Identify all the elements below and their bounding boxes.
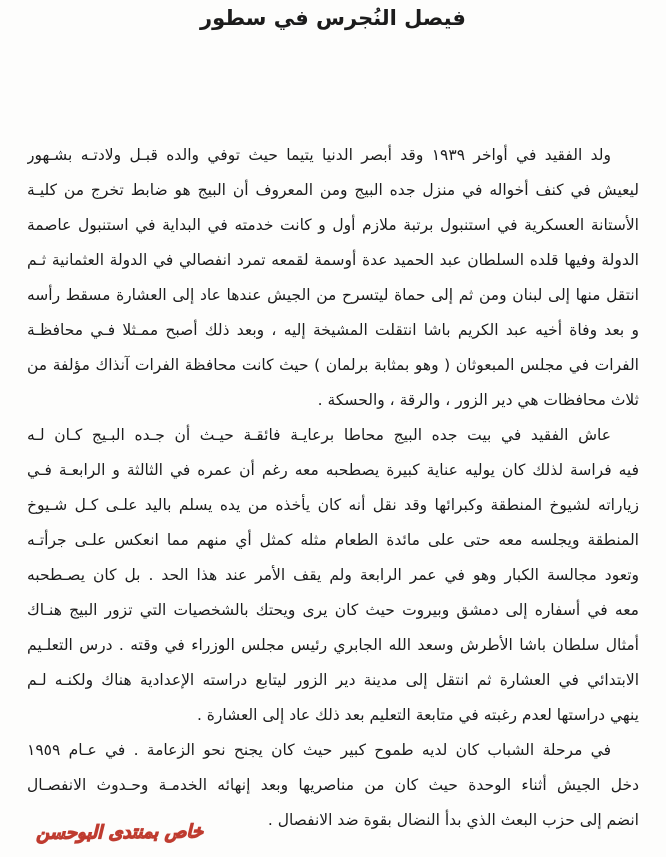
text-line: الأستانة العسكرية في استنبول برتبة ملازم أول و كانت خدمته في البداية في استنبول عاصمة [27,216,639,234]
text-line: انتقل منها إلى لبنان ومن ثم إلى حماة ليتسرح من الجيش عندها عاد إلى العشارة مسقط رأسه [27,286,639,304]
text-line: معه في أسفاره إلى دمشق وبيروت حيث كان يرى ويحتك بالشخصيات التي تزور البيج هنـاك [27,601,639,619]
text-line: ليعيش في كنف أخواله في منزل جده البيج ومن المعروف أن البيج هو ضابط تخرج من كليـة [27,181,639,199]
document-body [27,138,639,838]
text-line: أمثال سلطان باشا الأطرش وسعد الله الجابري رئيس مجلس الوزراء في وقته . درس التعلـيم [27,636,639,654]
text-line: ثلاث محافظات هي دير الزور ، والرقة ، والحسكة . [317,391,639,409]
text-line: الدولة وفيها قلده السلطان عبد الحميد عدة أوسمة لقمعه تمرد انفصالي في الدولة العثمانية ثـم [27,251,639,269]
text-line: وتعود مجالسة الكبار وهو في عمر الرابعة ولم يقف الأمر عند هذا الحد . بل كان يصـطحبه [27,566,639,584]
text-line: ولد الفقيد في أواخر ١٩٣٩ وقد أبصر الدنيا يتيما حيث توفي والده قبـل ولادتـه بشـهور [27,146,612,164]
text-line: دخل الجيش أثناء الوحدة حيث كان من مناصريها وبعد إنهائه الخدمـة وحـدوث الانفصـال [27,776,639,794]
document-title: فيصل النُجرس في سطور [200,6,466,30]
text-line: فيه فراسة لذلك كان يوليه عناية كبيرة يصطحبه معه رغم أن عمره في الثالثة و الرابعـة فـي [27,461,639,479]
text-line: المنطقة ويجلسه معه حتى على مائدة الطعام مثله كمثل أي منهم مما انعكس علـى جرأتـه [27,531,639,549]
text-line: الفرات في مجلس المبعوثان ( وهو بمثابة برلمان ) حيث كانت محافظة الفرات آنذاك مؤلفة من [27,356,639,374]
forum-watermark: خاص بمنتدى البوحسن [35,821,203,844]
text-line: في مرحلة الشباب كان لديه طموح كبير حيث كان يجنح نحو الزعامة . في عـام ١٩٥٩ [27,741,611,759]
text-line: زياراته لشيوخ المنطقة وكبرائها وقد نقل أنه كان يأخذه من يده يسلم باليد علـى كـل شـيوخ [27,496,639,514]
text-line: ينهي دراستها لعدم رغبته في متابعة التعليم بعد ذلك عاد إلى العشارة . [196,706,639,724]
text-line: الابتدائي في العشارة ثم انتقل إلى مدينة دير الزور ليتابع دراسته الإعدادية هناك ولكنـه لـم [27,671,639,689]
text-line: عاش الفقيد في بيت جده البيج محاطا برعايـة فائقـة حيـث أن جـده البـيج كـان لـه [27,426,611,444]
text-line: و بعد وفاة أخيه عبد الكريم باشا انتقلت المشيخة إليه ، وبعد ذلك أصبح ممـثلا فـي محافظـة [27,321,639,339]
text-line: انضم إلى حزب البعث الذي بدأ النضال بقوة ضد الانفصال . [267,811,639,829]
